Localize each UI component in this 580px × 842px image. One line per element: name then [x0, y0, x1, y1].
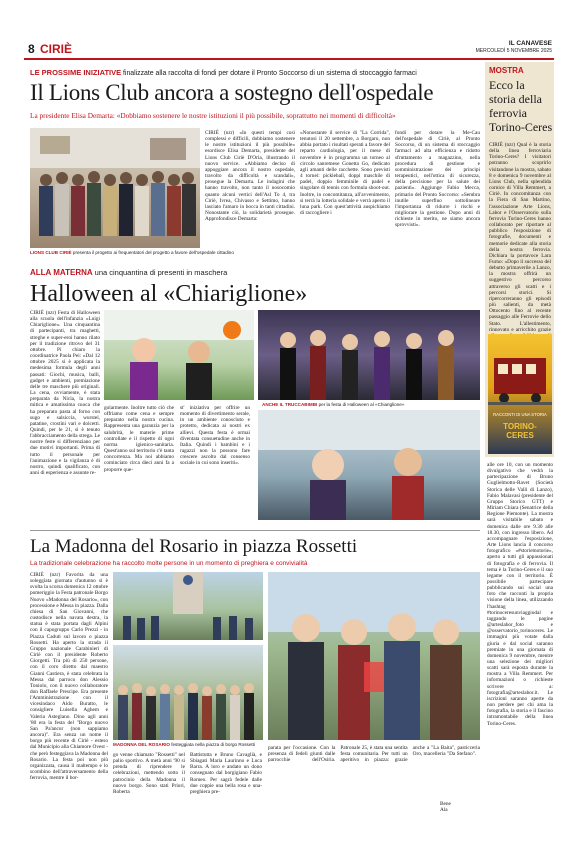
header-rule: [24, 58, 554, 60]
mostra-poster: [488, 334, 552, 454]
poster-title: TORINO-CERES: [503, 422, 537, 440]
caption-text: festeggiata nella piazza di borgo Rossetti: [171, 742, 255, 747]
kicker: LE PROSSIME INIZIATIVE: [30, 68, 122, 77]
caption-bold: LIONS CLUB CIRIÈ: [30, 250, 72, 255]
halloween-photo-main: [104, 310, 254, 400]
rosario-caption: [113, 742, 255, 747]
signature: Bene Ala: [440, 801, 451, 813]
subhead: La presidente Elisa Demarta: «Dobbiamo sostenere le nostre istituzioni il più possibile, soprattutto nei momenti di difficoltà»: [30, 111, 396, 120]
caption-bold: MADONNA DEL ROSARIO: [113, 742, 170, 747]
article-column-4: parata per l'occasione. Con la presenza di fedeli giunti dalle parrocchie dell'Osiria. Patronale 25, è stata una sentita festa comunitaria. Per tutti un aperitivo in piazza: grazie anche a "La Baita", pasticceria Oro, macelleria "Da Stefano".: [268, 745, 480, 764]
crowd-photo: [113, 645, 263, 740]
article-column-3: st' iniziativa per offrire un momento di divertimento serale, in un ambiente conosciuto e protetto, dedicata ai nostri ex allievi. Questa festa è ormai diventata consuetudine anche in Italia. Quindi i bambini e i ragazzi non la possono fare crescere ascolto dal consenso sociale in cui sono inseriti».: [180, 405, 250, 467]
procession-image: [113, 572, 263, 640]
kicker-text: una cinquantina di presenti in maschera: [94, 268, 228, 277]
headline: Halloween al «Chiariglione»: [30, 281, 308, 307]
kicker-line: [30, 268, 480, 277]
kicker: ALLA MATERNA: [30, 268, 93, 277]
halloween-party-image: [258, 310, 480, 400]
caption-text: presenta il progetto ai frequentatori del progetto a favore dell'ospedale cittadino: [72, 250, 234, 255]
couples-image: [268, 572, 480, 740]
halloween-photo-small: [258, 410, 480, 520]
halloween-kids-image: [104, 310, 254, 400]
article-column-2: go venne chiamato "Rossetti" nel palio sportivo. A metà anni '90 si prenda di riprendere le celebrazioni, mettendo sotto il patrocinio della Madonna il nuovo borgo. Sono stati Priori, Roberta: [113, 752, 185, 795]
procession-photo: [113, 572, 263, 640]
article-column-2: golarmente. Inoltre tutto ciò che offriamo come cena e sempre preparato nella nostra cucina. Rappresenta una garanzia per la salubrità, le materie prime controllate e il rispetto di ogni norma igienico-sanitaria. Quest'anno sul territorio c'è tanta concorrenza. Ma noi abbiamo cominciato circa dieci anni fa a proporre que-: [104, 405, 174, 473]
caption-bold: ANCHE IL TRUCCABIMBI: [262, 402, 318, 407]
kicker-text: finalizzate alla raccolta di fondi per dotare il Pronto Soccorso di un sistema di stoccaggio farmaci: [123, 70, 417, 77]
article-column-3: Battistutta e Bruno Cavaglià, e Sbiagati Maria Laurinno e Luca Barra. A loro e andato un dono consegnato dal borgigiano Fabio Romeo. Per sagrà fedele dalle due coppie una bella rosa e una-preghiera pre-: [190, 752, 262, 795]
article-column-1: CIRIÈ (nzr) «In questi tempi così complessi e difficili, dobbiamo sostenere le nostre istituzioni il più possibile» esordisce Elisa Demarta, presidente del Lions Club Ciriè D'Oria, illustrando il nuovo service. «Abbiamo deciso di appoggiare ancora il nostro ospedale, travolto da difficoltà e scandali», prosegue la Demarta. Le indagini che hanno travolto, non tanto il nosocomio quanto alcuni vertici dell'Asl To 4, tra Ciriè, Ivrea, Chivasso e Settimo, hanno lasciato l'amaro in bocca in tanti cittadini. Nonostante ciò, la solidarietà prosegue. Approfondisce Demarta:: [205, 130, 295, 223]
issue-date: MERCOLEDÌ 5 NOVEMBRE 2025: [475, 48, 552, 54]
halloween-caption: [262, 402, 404, 407]
crowd-image: [113, 645, 263, 740]
newspaper-name: IL CANAVESE: [508, 40, 552, 47]
headline: Il Lions Club ancora a sostegno dell'ospedale: [30, 80, 434, 105]
mostra-column: CIRIÈ (nzr) Qual è la storia della linea ferroviaria Torino-Ceres? I visitatori potranno scoprirlo visitandone la mostra, sabato 8 e domenica 9 novembre al Lions Club, nella splendida cornice di Villa Remmert, a Ciriè. In concomitanza con la Fiera di San Martino, l'associazione Arte Lions, Labor e l'Osservatorio sulla ferrovia Torino-Ceres hanno collaborato per riportare al pubblico l'esposizione di fotografie, documenti e memorie dedicate alla storia della nostra ferrovia. Dichiara la portavoce Lara Furno: «Dopo il successo del debutto primaverile a Lanzo, la mostra offrirà un suggestivo percorso attraverso gli scatti e i percorsi storici. Si ripercorreranno gli episodi più salienti, da metà Ottocento fino al recente passaggio alle Ferrovie dello Stato. L'allestimento, rinnovato e arricchito grazie: [489, 142, 551, 333]
halloween-photo-right: [258, 310, 480, 400]
caption-text: per la festa di Halloween al «Chiariglione»: [318, 402, 405, 407]
halloween-makeup-image: [258, 410, 480, 520]
kicker-line: [30, 68, 480, 77]
mostra-headline: Ecco la storia della ferrovia Torino-Ceres: [489, 78, 553, 134]
lions-caption: [30, 250, 234, 255]
subhead: La tradizionale celebrazione ha raccolto molte persone in un momento di preghiera e convivialità: [30, 560, 308, 567]
article-column-3: fondi per dotare la Me-Cau dell'ospedale di Ciriè, al Pronto Soccorso, di un sistema di stoccaggio farmaci ad alta efficienza e ridotto sfruttamento a magazzino, nella procedura di gestione e somministrazione dei principi terapeutici, nell'ottica di sicurezza, della precisione per la salute dei pazienti». Aggiunge Fabio Mecca, primario del Pronto Soccorso: «Sembra inutile superfluo sottolineare l'importanza di ridurre i rischi e migliorare la gestione. Dopo anni di richieste in merito, ne siamo ancora sprovvisti».: [395, 130, 480, 229]
mostra-sidebar: [485, 62, 554, 457]
article-column-1: CIRIÈ (nzr) Favorita da una soleggiata giornata d'autunno si è svolta la scorsa domenica 12 ottobre pomeriggio la Festa patronale Borgo Nuovo «Madonna del Rosario», con processione e Messa in piazza. Dalla chiesa di San Giovanni, che custodisce nella navata destra, la statua è stata portata dagli Alpini con il capogruppo Carlo Prezzi - in Piazza Caduti sul lavoro o piazza Rossetti. Ha aperto la strada il Gruppo nazionale Carabinieri di Ciriè con il presidente Roberto Giorgetti. Tra più di 250 persone, con il coro diretto dal maestro Gianni Castiera, è stata celebrata la Messa dal parroco don Alessio Toniolo, con il nuovo collaboratore don Raffaele Prescipe. Era presente l'Amministrazione con il vicesindaco Aldo Buratto, le consigliere Luisella Aghem e Valeria Asteglano. Dino agli anni '80 era la festa del "Borgo nuovo San Pa'ancur (non sappiamo ancora)". Era senza un nome il borgo più recente di Ciriè - esteso dal Municipio alla Chiamore Ovest - che però festeggiava la Madonna del Rosario. La festa poi non più organizzata, causa il maltempo e lo scombino dell'attraversamento della ferrovia, mentre il bor-: [30, 572, 108, 782]
mostra-column-continued: alle ore 10, con un momento divulgativo che vedrà la partecipazione di Bruno Guglielmotto-Ravet (Società Storica delle Valli di Lanzo), Fabio Malavasi (presidente del Gruppo Storico GTT) e Miriam Chiara (Senatrice della Regione Piemonte). La mostra sarà visitabile sabato e domenica dalle ore 9.30 alle 18.30, con ingresso libero. Ad accompagnare l'esposizione, Arte Lions lancia il concorso fotografico «#storiemotorie», aperto a tutti gli appassionati di fotografia e di ferrovia. Il tema è la Torino-Ceres e il suo legame con il territorio. È possibile partecipare pubblicando sui social una foto che racconti la propria visione della linea, utilizzando l'hashtag #torinoceresunviaggiodal e taggando le pagine @arteslabor_foto e @osservatorio_torinoceres. Le immagini più votate dalla giuria e dal social saranno premiate in una giornata di domenica 9 novembre, mentre una selezione dei migliori scatti sarà esposta durante la mostra a Villa Remmert. Per informazioni o richieste scrivere a: fotografia@arteslabor.it. Le iscrizioni saranno aperte da non perdere per chi ama la fotografia, la storia e il fascino intramontabile della linea Torino-Ceres.: [487, 462, 553, 727]
mostra-kicker: MOSTRA: [489, 66, 524, 75]
article-column-2: «Nonostante il service di "La Corrida", tenutosi il 20 settembre, a Borgaro, non abbia portato i risultati sperati a favore del reparto cardiologia, per il mese di novembre è in programma un torneo al circolo sanremese Gonetta Go, dedicato agli amanti delle racchette. Sono previsti 4 tornei: pickleball, doppi maschile di padel, doppio femminile di padel e singolare di tennis con formula shoot-out. Inoltre, in concomitanza, all'avvenimento, si terrà la lotteria solidale e verrà aperto il luna park. Con quest'attività auspichiamo di raccogliere i: [300, 130, 390, 217]
divider: [30, 530, 480, 531]
headline: La Madonna del Rosario in piazza Rossetti: [30, 536, 358, 557]
page-number: 8: [28, 42, 35, 56]
page-header: [24, 42, 554, 58]
poster-line: RACCONTI DI UNA STORIA: [493, 412, 547, 417]
couples-photo: [268, 572, 480, 740]
lions-photo: [30, 128, 200, 248]
article-column-1: CIRIÈ (nzr) Festa di Halloween alla scuola dell'infanzia «Luigi Chiariglione». Una cinquantina di partecipanti, tra maghetti, streghe e super-eroi hanno rilato per il tradizione ritrovo del 31 ottobre. Pi chiaro la coordinatrice Paola Pei: «Dal 12 ottobre 2025 si è applicata la medesima formula degli anni passati: Giochi, musica, balli, gadget e ambienti, premiazione delle tre maschere più originali. La cena, ovviamente, è stata preparata da Nicla, la nostra mitica e amatissima cuoca che ha preparato pasta al forno con sugo e salsiccia, wurstel, patatine, crostini vari e dolcetti. Quindi, per le 21, si è tenuto l'abbracciamento della strega. Le nostre feste si differenziano per due motivi importanti. Prima di tutto il personale per l'animazione e la vigilanza è di nostro, quindi qualificato, con anni di esperienza e assunte re-: [30, 310, 100, 477]
section-label: CIRIÈ: [40, 42, 73, 56]
lions-group-image: [30, 128, 200, 248]
